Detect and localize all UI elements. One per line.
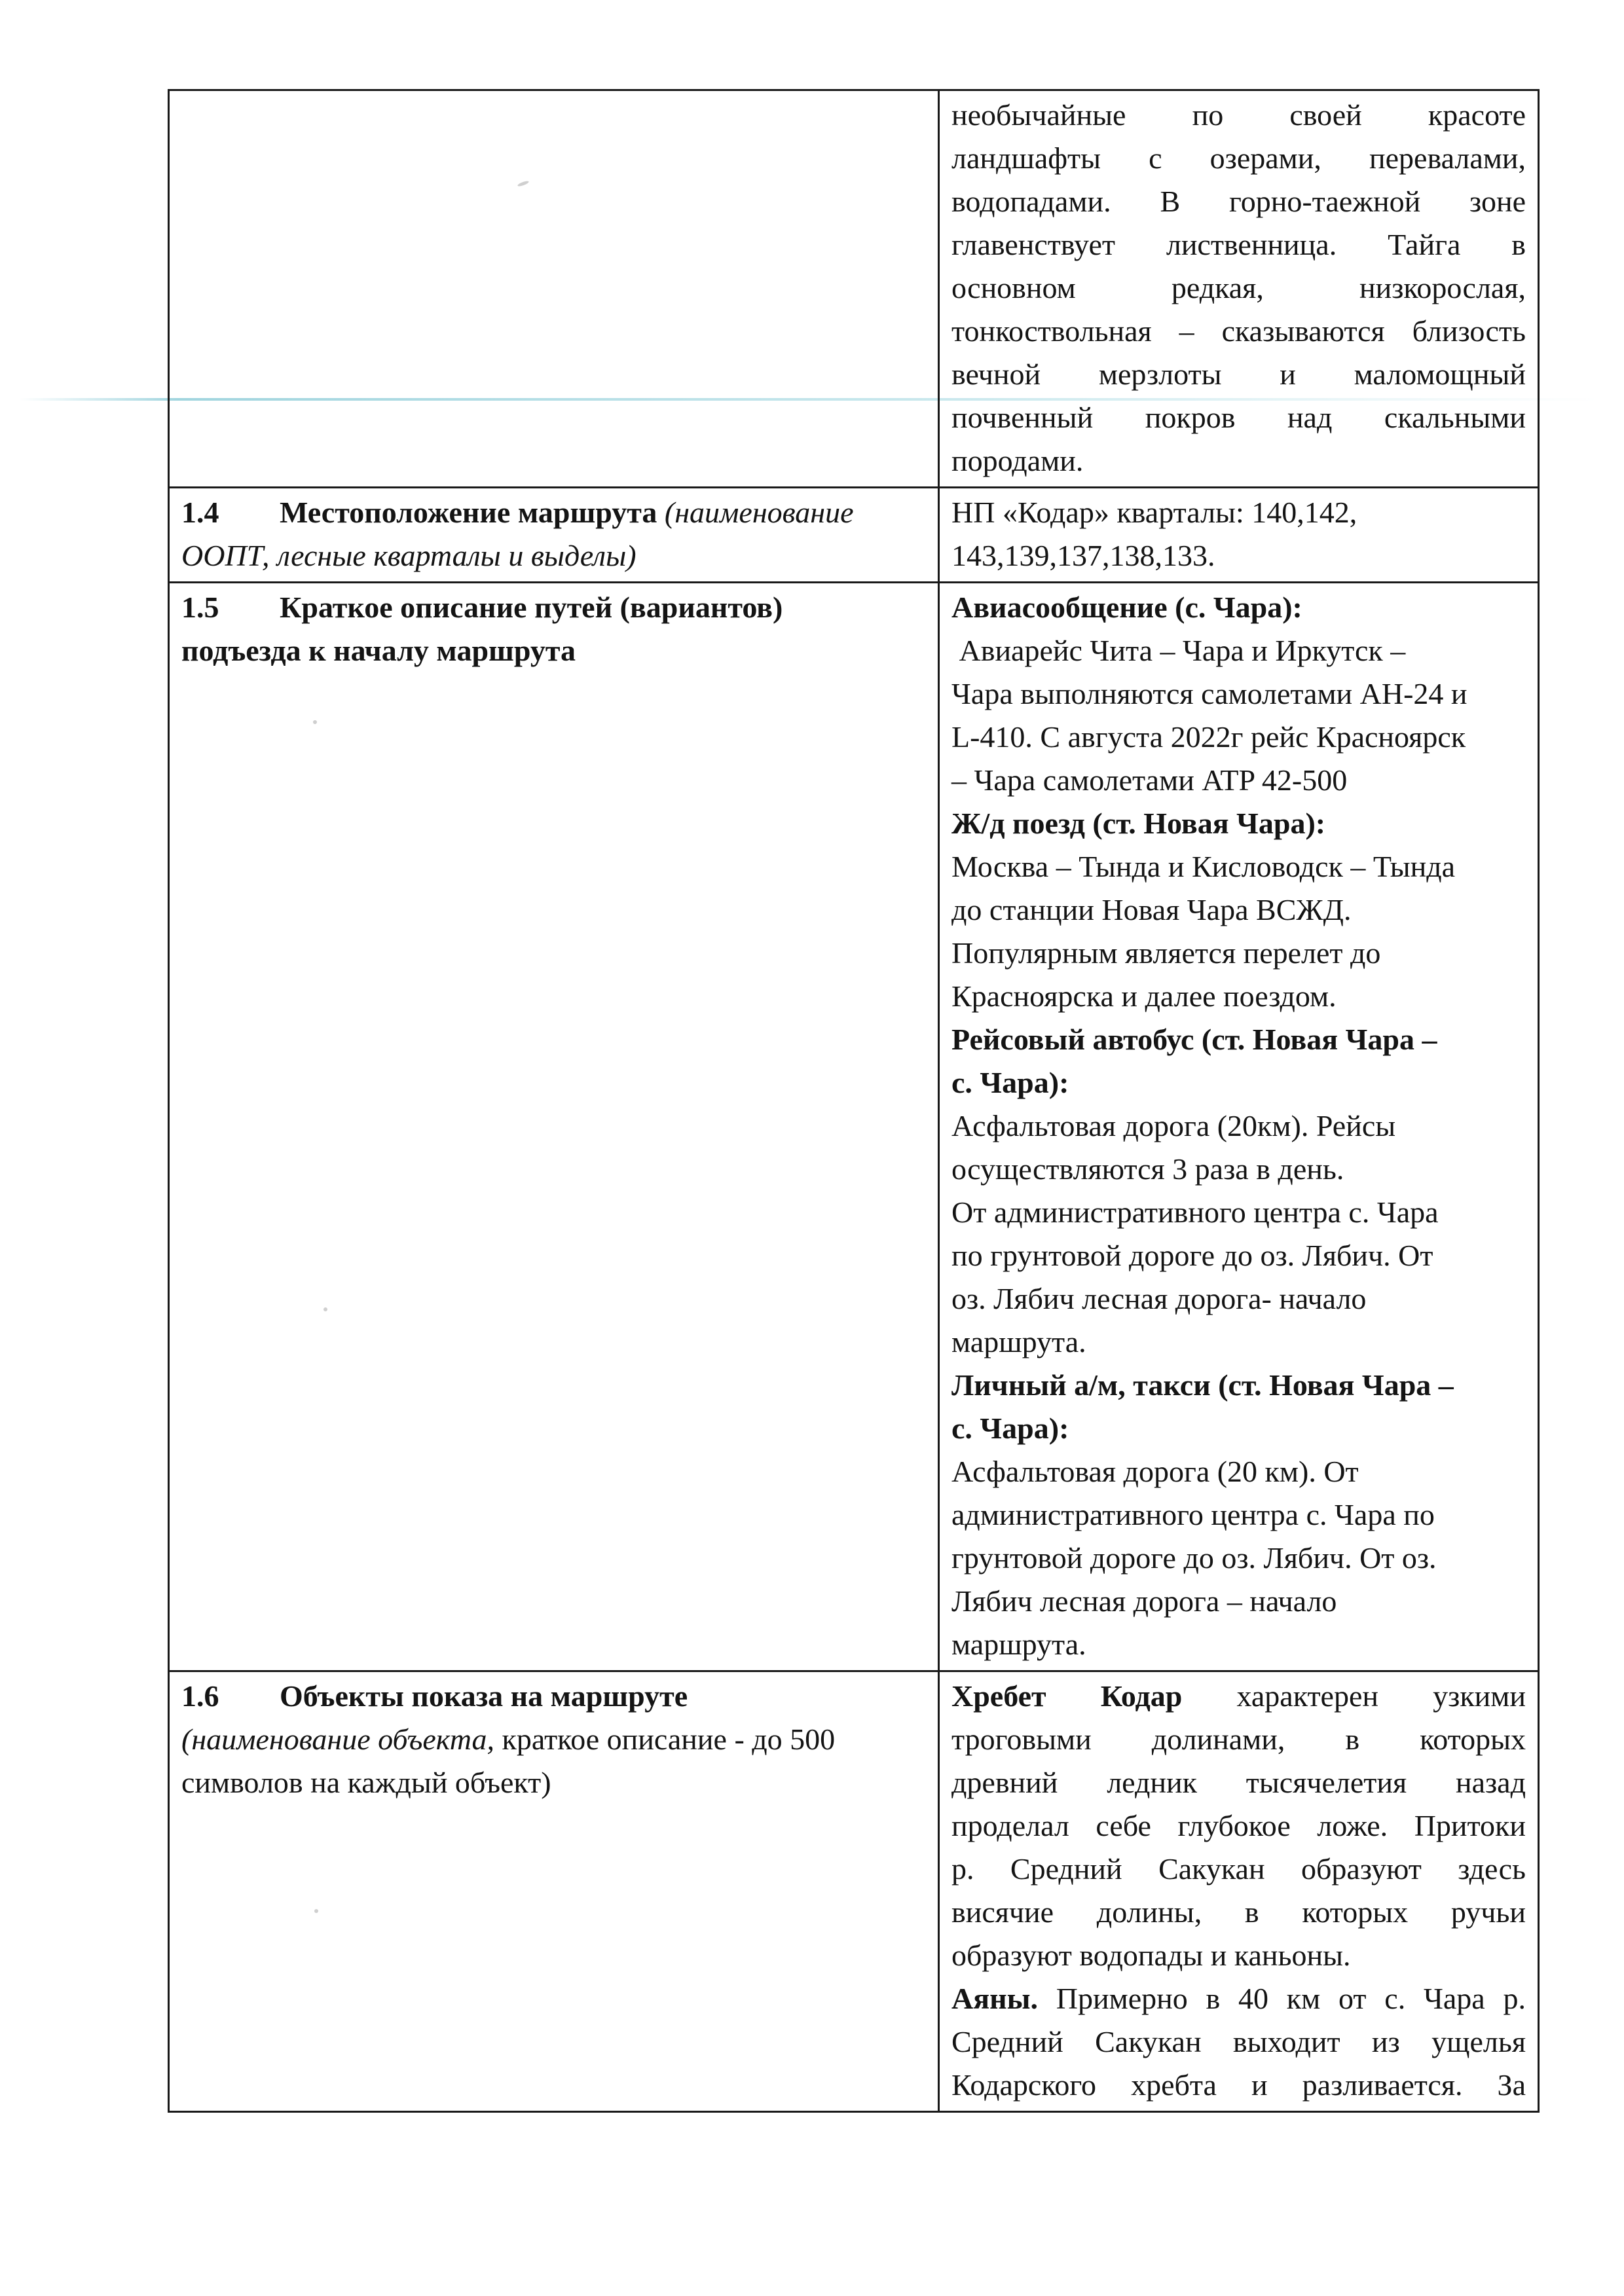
text-line: Асфальтовая дорога (20 км). От	[951, 1455, 1359, 1488]
route-objects-label-cell	[169, 1671, 939, 2112]
object-name: Хребет Кодар	[951, 1679, 1183, 1713]
left-cell-empty	[169, 90, 939, 488]
section-note: (наименование	[664, 496, 854, 529]
table-row	[169, 1671, 1539, 2112]
text-line: почвенный покров над скальными	[951, 401, 1526, 434]
route-location-label-cell	[169, 488, 939, 583]
table-row	[169, 90, 1539, 488]
text-line: грунтовой дороге до оз. Лябич. От оз.	[951, 1541, 1437, 1575]
route-objects-value-cell	[939, 1671, 1539, 2112]
text-line: Москва – Тында и Кисловодск – Тында	[951, 850, 1456, 883]
text-line: висячие долины, в которых ручьи	[951, 1895, 1526, 1929]
text-line: осуществляются 3 раза в день.	[951, 1152, 1344, 1186]
subheading-air: Авиасообщение (с. Чара):	[951, 591, 1302, 624]
text-line: тонкоствольная – сказываются близость	[951, 314, 1526, 348]
text-fragment: характерен узкими	[1182, 1679, 1526, 1713]
text-line: образуют водопады и каньоны.	[951, 1939, 1351, 1972]
section-title: подъезда к началу маршрута	[181, 634, 576, 667]
object-name: Аяны.	[951, 1982, 1039, 2015]
section-note-plain: символов на каждый объект)	[181, 1766, 551, 1799]
text-line: древний ледник тысячелетия назад	[951, 1766, 1526, 1799]
text-line: р. Средний Сакукан образуют здесь	[951, 1852, 1526, 1886]
table-row	[169, 583, 1539, 1671]
subheading-rail: Ж/д поезд (ст. Новая Чара):	[951, 807, 1326, 840]
text-line: Кодарского хребта и разливается. За	[951, 2068, 1526, 2102]
text-line: Средний Сакукан выходит из ущелья	[951, 2025, 1526, 2058]
label-line	[181, 1675, 926, 1718]
label-note-line	[181, 1718, 926, 1761]
subheading-bus: с. Чара):	[951, 1066, 1069, 1099]
text-line: вечной мерзлоты и маломощный	[951, 357, 1526, 391]
text-line: Асфальтовая дорога (20км). Рейсы	[951, 1109, 1396, 1142]
section-note-italic: (наименование объекта,	[181, 1722, 494, 1756]
text-line: необычайные по своей красоте	[951, 98, 1526, 132]
text-line: НП «Кодар» кварталы: 140,142,	[951, 496, 1357, 529]
text-line: 143,139,137,138,133.	[951, 539, 1215, 572]
text-line: водопадами. В горно-таежной зоне	[951, 185, 1526, 218]
subheading-car: Личный а/м, такси (ст. Новая Чара –	[951, 1368, 1454, 1402]
section-note: ООПТ, лесные кварталы и выделы)	[181, 539, 637, 572]
text-line: Авиарейс Чита – Чара и Иркутск –	[951, 634, 1406, 667]
text-line: Лябич лесная дорога – начало	[951, 1584, 1337, 1618]
text-line: троговыми долинами, в которых	[951, 1722, 1526, 1756]
text-line: до станции Новая Чара ВСЖД.	[951, 893, 1352, 926]
text-fragment: Примерно в 40 км от с. Чара р.	[1038, 1982, 1526, 2015]
text-line: маршрута.	[951, 1628, 1086, 1661]
label-line	[181, 491, 926, 534]
text-line: административного центра с. Чара по	[951, 1498, 1435, 1531]
text-line: оз. Лябич лесная дорога- начало	[951, 1282, 1367, 1315]
text-line: основном редкая, низкорослая,	[951, 271, 1526, 304]
text-line: L-410. С августа 2022г рейс Красноярск	[951, 720, 1466, 754]
table-row	[169, 488, 1539, 583]
section-title: Краткое описание путей (вариантов)	[280, 591, 783, 624]
text-line: проделал себе глубокое ложе. Притоки	[951, 1809, 1526, 1842]
text-line: От административного центра с. Чара	[951, 1195, 1439, 1229]
route-location-value-cell	[939, 488, 1539, 583]
text-line: по грунтовой дороге до оз. Лябич. От	[951, 1239, 1433, 1272]
section-number: 1.6	[181, 1679, 219, 1713]
text-line: – Чара самолетами ATP 42-500	[951, 763, 1348, 797]
subheading-bus: Рейсовый автобус (ст. Новая Чара –	[951, 1023, 1437, 1056]
access-routes-value-cell	[939, 583, 1539, 1671]
section-number: 1.5	[181, 591, 219, 624]
section-number: 1.4	[181, 496, 219, 529]
subheading-car: с. Чара):	[951, 1412, 1069, 1445]
section-title: Местоположение маршрута	[280, 496, 657, 529]
text-line: ландшафты с озерами, перевалами,	[951, 141, 1526, 175]
landscape-description-cell	[939, 90, 1539, 488]
route-info-table	[168, 89, 1540, 2113]
section-note-plain: краткое описание - до 500	[494, 1722, 836, 1756]
text-line: главенствует лиственница. Тайга в	[951, 228, 1526, 261]
access-routes-label-cell	[169, 583, 939, 1671]
label-line	[181, 586, 926, 629]
text-line: Красноярска и далее поездом.	[951, 979, 1337, 1013]
text-line: Популярным является перелет до	[951, 936, 1381, 970]
text-line	[951, 1977, 1526, 2020]
text-line	[951, 1675, 1526, 1718]
text-line: Чара выполняются самолетами АН-24 и	[951, 677, 1467, 710]
text-line: породами.	[951, 444, 1084, 477]
section-title: Объекты показа на маршруте	[280, 1679, 688, 1713]
text-line: маршрута.	[951, 1325, 1086, 1358]
